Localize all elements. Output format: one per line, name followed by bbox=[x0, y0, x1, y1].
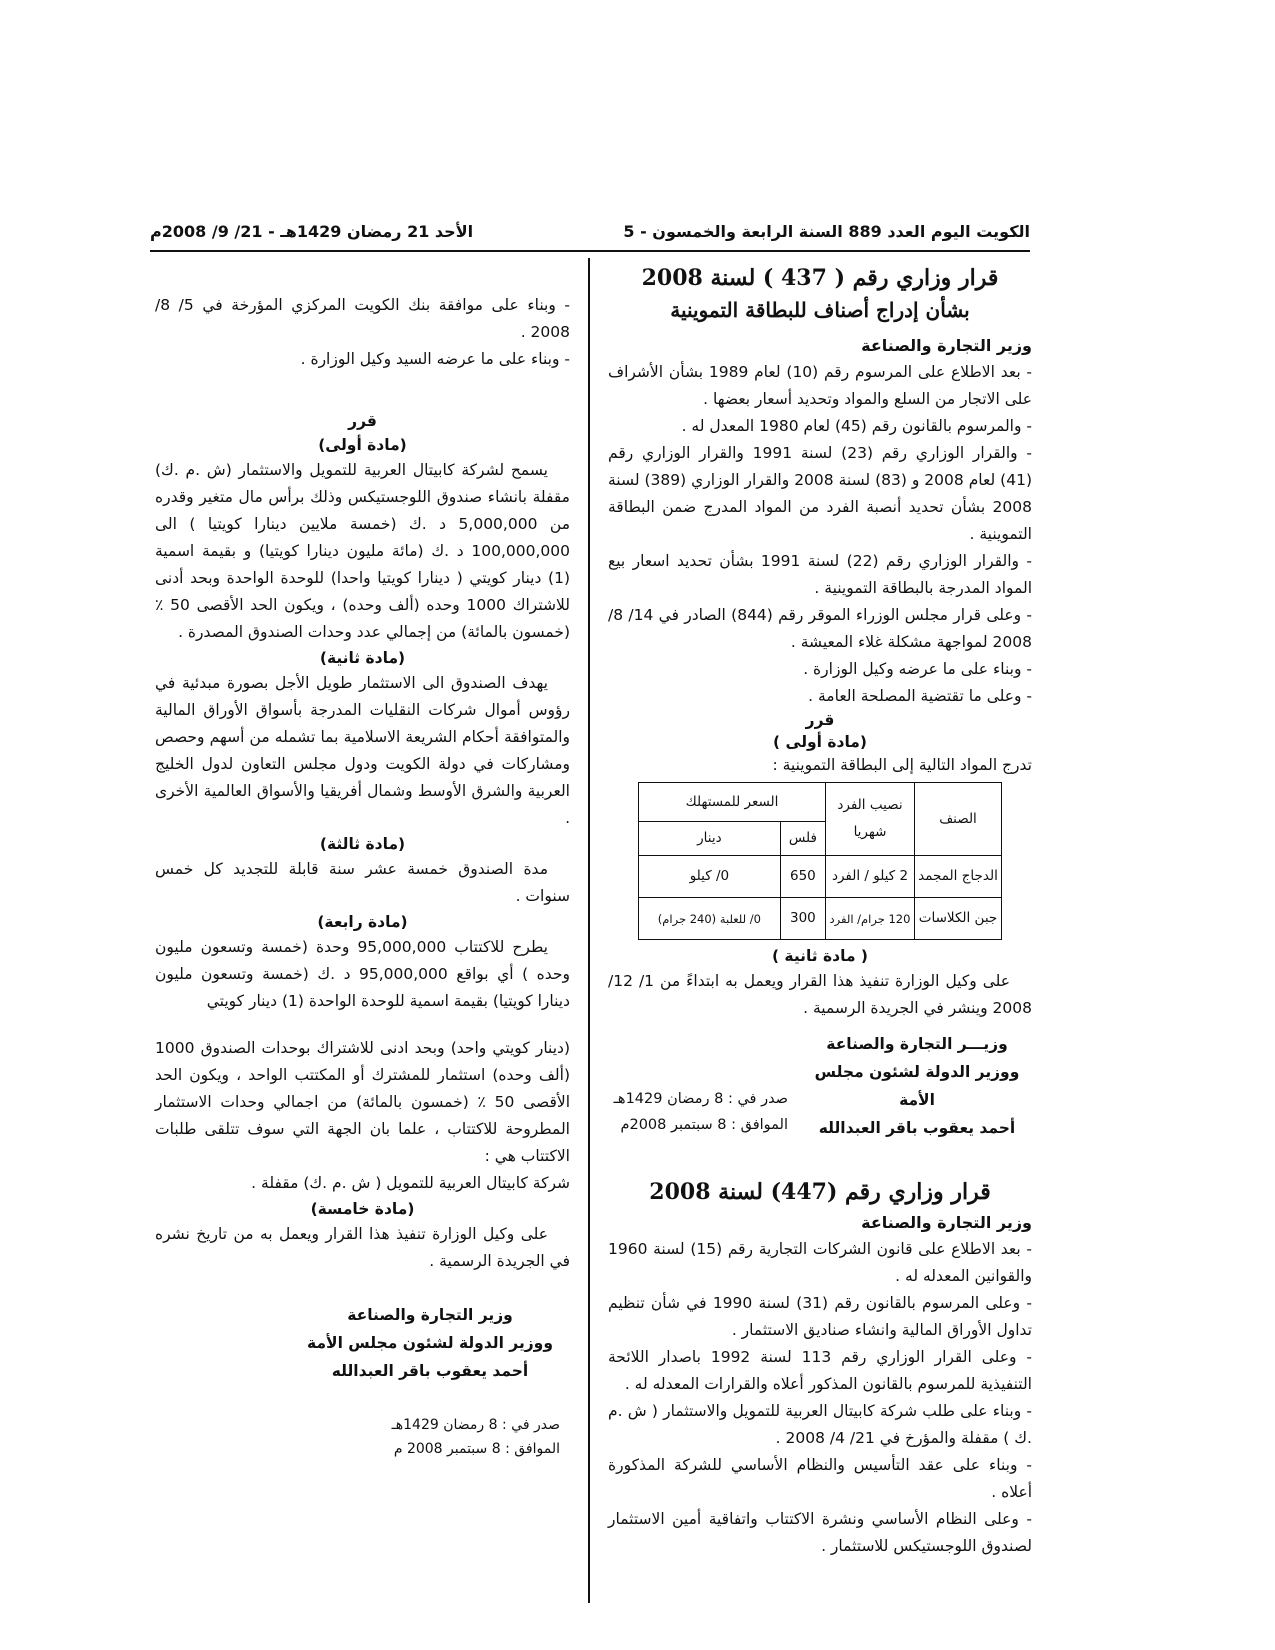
decree-447-preamble-item: - وبناء على عقد التأسيس والنظام الأساسي للشركة المذكورة أعلاه . bbox=[608, 1456, 1032, 1501]
decree-437-article-1-text: تدرج المواد التالية إلى البطاقة التموينية : bbox=[772, 756, 1032, 774]
decree-447-article-4-title: (مادة رابعة) bbox=[317, 913, 408, 931]
decree-447-preamble-cont: - وبناء على موافقة بنك الكويت المركزي المؤرخة في 5/ 8/ 2008 . bbox=[155, 296, 570, 341]
table-header-share: نصيب الفرد شهريا bbox=[826, 783, 915, 856]
decree-447-preamble-item: - وبناء على طلب شركة كابيتال العربية للتمويل والاستثمار ( ش .م .ك ) مقفلة والمؤرخ في 21/ 4/ 2008 . bbox=[608, 1402, 1032, 1447]
decree-447-article-4-text: شركة كابيتال العربية للتمويل ( ش .م .ك) مقفلة . bbox=[251, 1174, 570, 1192]
decree-437-article-2-text: على وكيل الوزارة تنفيذ هذا القرار ويعمل به ابتداءً من 1/ 12/ 2008 وينشر في الجريدة الرسمية . bbox=[608, 972, 1032, 1017]
decree-447-decided: قرر bbox=[348, 412, 377, 430]
decree-447-issue-dates bbox=[155, 1413, 560, 1461]
decree-447-preamble-item: - وعلى النظام الأساسي ونشرة الاكتتاب واتفاقية أمين الاستثمار لصندوق اللوجستيكس للاستثمار . bbox=[608, 1510, 1032, 1555]
decree-447-article-1-title: (مادة أولى) bbox=[318, 436, 407, 454]
ration-items-table bbox=[638, 782, 1002, 940]
table-header-item: الصنف bbox=[915, 783, 1002, 856]
decree-437-preamble-item: - بعد الاطلاع على المرسوم رقم (10) لعام 1989 بشأن الأشراف على الاتجار من السلع والمواد وتحديد أسعار بعضها . bbox=[608, 363, 1032, 408]
decree-447-article-5-title: (مادة خامسة) bbox=[310, 1200, 415, 1218]
decree-437-minister: وزير التجارة والصناعة bbox=[861, 336, 1032, 355]
decree-447-article-4-text: (دينار كويتي واحد) وبحد ادنى للاشتراك بوحدات الصندوق 1000 (ألف وحده) استثمار للمشترك أو المكتتب الواحد ، ويكون الحد الأقصى 50 ٪ (خمسون بالمائة) من اجمالي وحدات الاستثمار المطروحة للاكتتاب ، علما بان الجهة التي سوف تتلقى طلبات الاكتتاب هي : bbox=[155, 1039, 570, 1165]
header-date: الأحد 21 رمضان 1429هـ - 21/ 9/ 2008م bbox=[150, 222, 474, 241]
table-cell-item: جبن الكلاسات bbox=[915, 898, 1002, 940]
decree-447-preamble-item: - وعلى القرار الوزاري رقم 113 لسنة 1992 باصدار اللائحة التنفيذية للمرسوم بالقانون المذكور أعلاه والقرارات المعدله له . bbox=[608, 1348, 1032, 1393]
signature-line: ووزير الدولة لشئون مجلس الأمة bbox=[814, 1063, 1020, 1109]
decree-437-title: قرار وزاري رقم ( 437 ) لسنة 2008 bbox=[641, 265, 999, 291]
table-cell-share: 2 كيلو / الفرد bbox=[826, 856, 915, 898]
issue-date: صدر في : 8 رمضان 1429هـ bbox=[613, 1091, 788, 1107]
decree-447-article-5-text: على وكيل الوزارة تنفيذ هذا القرار ويعمل به من تاريخ نشره في الجريدة الرسمية . bbox=[155, 1225, 570, 1270]
signature-line: أحمد يعقوب باقر العبدالله bbox=[818, 1119, 1016, 1137]
table-cell-dinar: 0/ كيلو bbox=[639, 856, 781, 898]
decree-437-signature-block bbox=[608, 1030, 1032, 1142]
decree-447-article-2-title: (مادة ثانية) bbox=[319, 649, 406, 667]
decree-447-preamble-item: - بعد الاطلاع على قانون الشركات التجارية رقم (15) لسنة 1960 والقوانين المعدله له . bbox=[608, 1240, 1032, 1285]
decree-437-signature bbox=[802, 1030, 1032, 1142]
decree-447-article-1-text: يسمح لشركة كابيتال العربية للتمويل والاستثمار (ش .م .ك) مقفلة بانشاء صندوق اللوجستيكس وذلك برأس مال متغير وقدره من 5,000,000 د .ك (خمسة ملايين دينارا كويتيا ) الى 100,000,000 د .ك (مائة مليون دينارا كويتيا) و بقيمة اسمية (1) دينار كويتي ( دينارا كويتيا واحدا) للوحدة الواحدة وبحد أدنى للاشتراك 1000 وحده (ألف وحده) ، ويكون الحد الأقصى 50 ٪ (خمسون بالمائة) من إجمالي عدد وحدات الصندوق المصدرة . bbox=[155, 461, 570, 641]
decree-447-article-3-title: (مادة ثالثة) bbox=[319, 835, 406, 853]
decree-447-article-2-text: يهدف الصندوق الى الاستثمار طويل الأجل بصورة مبدئية في رؤوس أموال شركات النقليات المدرجة بأسواق الأوراق المالية والمتوافقة أحكام الشريعة الاسلامية بما تشمله من أسهم وحصص ومشاركات في دولة الكويت ودول مجلس التعاون لدول الخليج العربية والشرق الأوسط وشمال أفريقيا والأسواق العالمية الأخرى . bbox=[155, 674, 570, 827]
column-divider bbox=[588, 258, 590, 1603]
table-cell-fils: 650 bbox=[780, 856, 825, 898]
decree-437-preamble-item: - وعلى ما تقتضية المصلحة العامة . bbox=[808, 687, 1032, 705]
table-row bbox=[639, 898, 1002, 940]
decree-447-minister: وزير التجارة والصناعة bbox=[861, 1213, 1032, 1232]
signature-line: وزير التجارة والصناعة bbox=[347, 1306, 513, 1324]
right-column bbox=[608, 262, 1032, 1560]
table-cell-dinar: 0/ للعلبة (240 جرام) bbox=[639, 898, 781, 940]
decree-447-preamble-item: - وعلى المرسوم بالقانون رقم (31) لسنة 1990 في شأن تنظيم تداول الأوراق المالية وانشاء صناديق الاستثمار . bbox=[608, 1294, 1032, 1339]
signature-line: وزيـــر التجارة والصناعة bbox=[826, 1035, 1008, 1053]
table-header-price: السعر للمستهلك bbox=[639, 783, 826, 822]
header-issue-info: الكويت اليوم العدد 889 السنة الرابعة والخمسون - 5 bbox=[623, 222, 1030, 241]
table-row bbox=[639, 856, 1002, 898]
decree-437-subtitle: بشأن إدراج أصناف للبطاقة التموينية bbox=[670, 298, 970, 322]
table-cell-share: 120 جرام/ الفرد bbox=[826, 898, 915, 940]
decree-437-article-2-title: ( مادة ثانية ) bbox=[771, 947, 869, 965]
decree-437-decided: قرر bbox=[805, 711, 835, 729]
decree-447-article-4-text: يطرح للاكتتاب 95,000,000 وحدة (خمسة وتسعون مليون وحده ) أي بواقع 95,000,000 د .ك (خمسة وتسعون مليون دينارا كويتيا) بقيمة اسمية للوحدة الواحدة (1) دينار كويتي bbox=[155, 938, 570, 1010]
decree-437-preamble-item: - والقرار الوزاري رقم (22) لسنة 1991 بشأن تحديد اسعار بيع المواد المدرجة بالبطاقة التموينية . bbox=[608, 552, 1032, 597]
decree-447-signature bbox=[300, 1301, 560, 1385]
decree-437-article-1-title: (مادة أولى ) bbox=[773, 733, 867, 751]
page-header bbox=[150, 222, 1030, 248]
decree-437-issue-dates bbox=[608, 1030, 788, 1138]
issue-date: صدر في : 8 رمضان 1429هـ bbox=[391, 1417, 560, 1433]
corresponding-date: الموافق : 8 سبتمبر 2008م bbox=[620, 1117, 788, 1133]
decree-447-preamble-cont: - وبناء على ما عرضه السيد وكيل الوزارة . bbox=[300, 350, 570, 368]
decree-437-preamble-item: - وبناء على ما عرضه وكيل الوزارة . bbox=[803, 660, 1032, 678]
table-cell-fils: 300 bbox=[780, 898, 825, 940]
decree-437-preamble-item: - والمرسوم بالقانون رقم (45) لعام 1980 المعدل له . bbox=[681, 417, 1032, 435]
header-divider bbox=[150, 250, 1030, 252]
signature-line: أحمد يعقوب باقر العبدالله bbox=[331, 1362, 529, 1380]
signature-line: ووزير الدولة لشئون مجلس الأمة bbox=[307, 1334, 553, 1352]
decree-437-preamble-item: - والقرار الوزاري رقم (23) لسنة 1991 والقرار الوزاري رقم (41) لعام 2008 و (83) لسنة 2008 والقرار الوزاري (389) لسنة 2008 بشأن تحديد أنصبة الفرد من المواد المدرج ضمن البطاقة التموينية . bbox=[608, 444, 1033, 543]
decree-437-preamble-item: - وعلى قرار مجلس الوزراء الموقر رقم (844) الصادر في 14/ 8/ 2008 لمواجهة مشكلة غلاء المعيشة . bbox=[608, 606, 1032, 651]
decree-447-article-3-text: مدة الصندوق خمسة عشر سنة قابلة للتجديد كل خمس سنوات . bbox=[155, 860, 570, 905]
corresponding-date: الموافق : 8 سبتمبر 2008 م bbox=[393, 1441, 560, 1457]
table-cell-item: الدجاج المجمد bbox=[915, 856, 1002, 898]
left-column bbox=[155, 292, 570, 1461]
decree-447-title: قرار وزاري رقم (447) لسنة 2008 bbox=[649, 1179, 991, 1205]
table-header-fils: فلس bbox=[780, 822, 825, 856]
table-header-dinar: دينار bbox=[639, 822, 781, 856]
